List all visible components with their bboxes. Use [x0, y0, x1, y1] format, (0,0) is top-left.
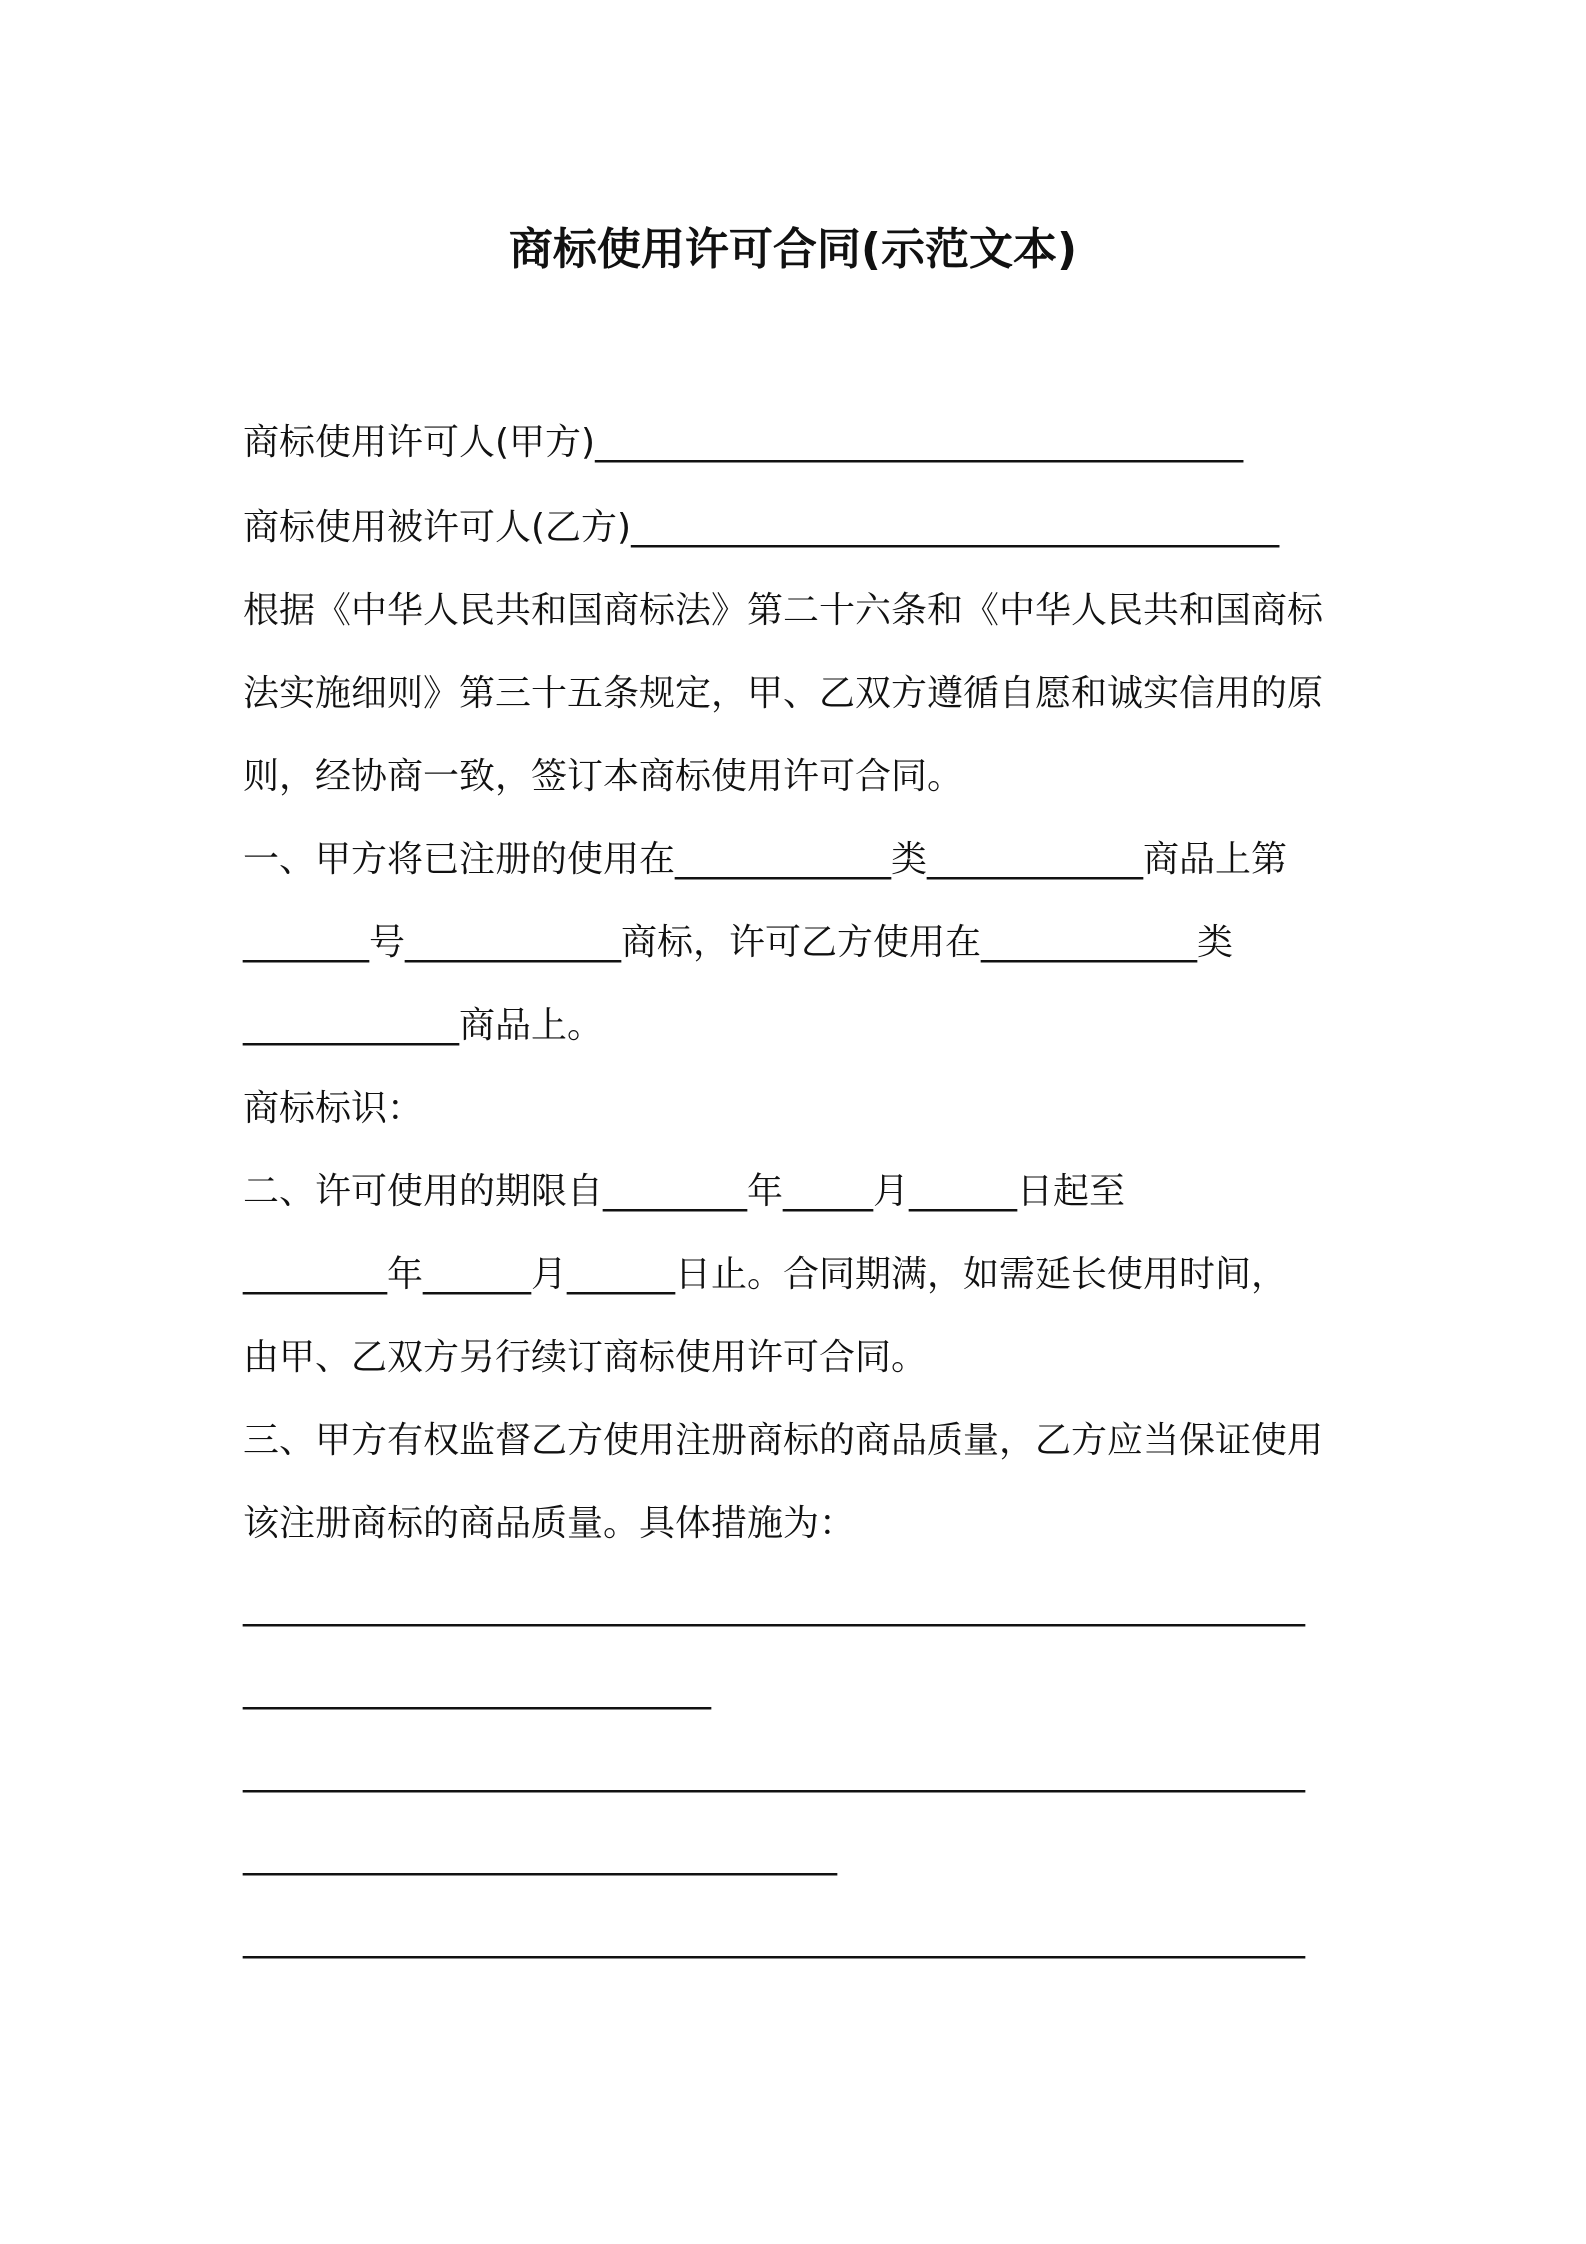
measures-blank-line-3: ___________________________________________________________: [243, 1752, 1305, 1793]
measures-blank-line-1: ___________________________________________________________: [243, 1586, 1305, 1627]
measures-blank-line-4: _________________________________: [243, 1835, 837, 1876]
measures-blank-line-2: __________________________: [243, 1669, 711, 1710]
preamble-line-3: 则，经协商一致，签订本商标使用许可合同。: [243, 756, 964, 797]
document-title: 商标使用许可合同(示范文本): [508, 224, 1078, 275]
preamble-line-2: 法实施细则》第三十五条规定，甲、乙双方遵循自愿和诚实信用的原: [243, 673, 1324, 714]
clause-2-line-3: 由甲、乙双方另行续订商标使用许可合同。: [243, 1337, 928, 1378]
measures-blank-line-5: ___________________________________________________________: [243, 1918, 1305, 1959]
licensor-line: 商标使用许可人(甲方)____________________________________: [243, 422, 1244, 463]
preamble-line-1: 根据《中华人民共和国商标法》第二十六条和《中华人民共和国商标: [243, 590, 1324, 631]
clause-1-line-1: 一、甲方将已注册的使用在____________类____________商品上第: [243, 839, 1288, 880]
clause-3-line-2: 该注册商标的商品质量。具体措施为：: [243, 1503, 856, 1544]
clause-2-line-1: 二、许可使用的期限自________年_____月______日起至: [243, 1171, 1126, 1212]
clause-1-line-3: ____________商品上。: [243, 1005, 604, 1046]
clause-2-line-2: ________年______月______日止。合同期满，如需延长使用时间，: [243, 1254, 1288, 1295]
clause-1-line-2: _______号____________商标，许可乙方使用在____________类: [243, 922, 1234, 963]
clause-3-line-1: 三、甲方有权监督乙方使用注册商标的商品质量，乙方应当保证使用: [243, 1420, 1324, 1461]
licensee-line: 商标使用被许可人(乙方)____________________________________: [243, 507, 1280, 548]
trademark-mark-label: 商标标识：: [243, 1088, 424, 1129]
